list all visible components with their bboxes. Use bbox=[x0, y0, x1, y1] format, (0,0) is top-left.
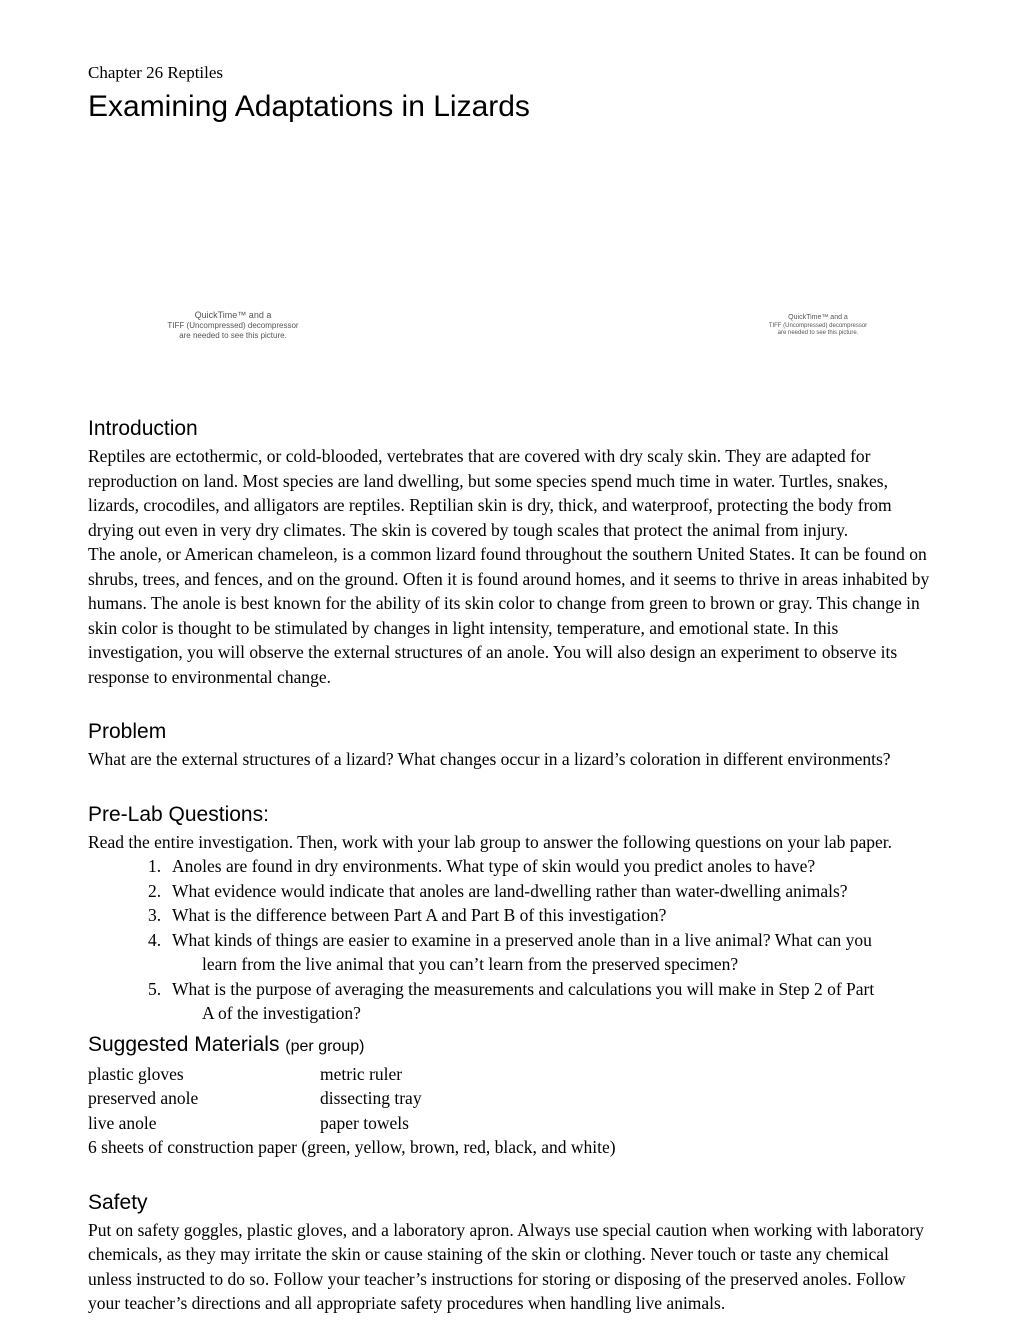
image-placeholder-right bbox=[718, 314, 918, 338]
section-safety bbox=[88, 1190, 933, 1316]
section-introduction bbox=[88, 416, 933, 689]
list-item-number: 3. bbox=[148, 905, 162, 925]
material-item-full: 6 sheets of construction paper (green, yellow, brown, red, black, and white) bbox=[88, 1137, 616, 1157]
material-item: paper towels bbox=[320, 1112, 409, 1133]
prelab-question-list bbox=[88, 854, 933, 1026]
page-title: Examining Adaptations in Lizards bbox=[88, 90, 530, 123]
material-item: preserved anole bbox=[88, 1088, 199, 1108]
placeholder-line-1: QuickTime™ and a bbox=[788, 314, 848, 321]
list-item bbox=[148, 903, 933, 928]
problem-heading: Problem bbox=[88, 720, 167, 743]
table-row bbox=[88, 1062, 933, 1087]
list-item bbox=[148, 977, 933, 1026]
section-problem bbox=[88, 719, 933, 772]
list-item-number: 1. bbox=[148, 856, 162, 876]
material-item: dissecting tray bbox=[320, 1088, 422, 1108]
prelab-heading: Pre-Lab Questions: bbox=[88, 802, 269, 826]
table-row bbox=[88, 1111, 933, 1136]
materials-list bbox=[88, 1062, 933, 1160]
introduction-paragraph-1: Reptiles are ectothermic, or cold-blooded, vertebrates that are covered with dry scaly skin. They are adapted for reproduction on land. Most species are land dwelling, but some species spend much time in water. Turtles, snakes, lizards, crocodiles, and alligators are reptiles. Reptilian skin is dry, thick, and waterproof, protecting the body from drying out even in very dry climates. The skin is covered by tough scales that protect the animal from injury. bbox=[88, 446, 892, 540]
list-item-continuation: A of the investigation? bbox=[202, 1003, 361, 1023]
placeholder-line-2: TIFF (Uncompressed) decompressor bbox=[167, 321, 299, 331]
introduction-paragraph-2: The anole, or American chameleon, is a common lizard found throughout the southern United States. It can be found on shrubs, trees, and fences, and on the ground. Often it is found around homes, and it seems to thrive in areas inhabited by humans. The anole is best known for the ability of its skin color to change from green to brown or gray. This change in skin color is thought to be stimulated by changes in light intensity, temperature, and emotional state. In this investigation, you will observe the external structures of an anole. You will also design an experiment to observe its response to environmental change. bbox=[88, 544, 930, 687]
problem-text: What are the external structures of a lizard? What changes occur in a lizard’s coloration in different environments? bbox=[88, 749, 891, 769]
placeholder-line-2: TIFF (Uncompressed) decompressor bbox=[768, 322, 868, 329]
material-item: plastic gloves bbox=[88, 1063, 184, 1084]
placeholder-line-3: are needed to see this picture. bbox=[179, 331, 287, 341]
list-item-text: What evidence would indicate that anoles are land-dwelling rather than water-dwelling animals? bbox=[172, 880, 848, 901]
list-item-text: What kinds of things are easier to examine in a preserved anole than in a live animal? What can you bbox=[172, 929, 872, 950]
safety-heading: Safety bbox=[88, 1190, 148, 1214]
introduction-heading: Introduction bbox=[88, 417, 198, 440]
material-item: live anole bbox=[88, 1112, 157, 1133]
list-item bbox=[148, 854, 933, 879]
prelab-intro: Read the entire investigation. Then, work with your lab group to answer the following questions on your lab paper. bbox=[88, 831, 893, 852]
chapter-label: Chapter 26 Reptiles bbox=[88, 63, 224, 82]
image-placeholder-left bbox=[118, 310, 348, 341]
list-item bbox=[148, 879, 933, 904]
list-item-number: 5. bbox=[148, 978, 162, 999]
materials-heading bbox=[88, 1032, 933, 1060]
material-item: metric ruler bbox=[320, 1063, 403, 1084]
list-item-text: What is the difference between Part A and Part B of this investigation? bbox=[172, 905, 667, 925]
list-item-text: Anoles are found in dry environments. What type of skin would you predict anoles to have? bbox=[172, 856, 816, 876]
materials-heading-text: Suggested Materials bbox=[88, 1032, 280, 1056]
document-content bbox=[88, 62, 933, 1316]
safety-text: Put on safety goggles, plastic gloves, and a laboratory apron. Always use special caution when working with laboratory chemicals, as they may irritate the skin or cause staining of the skin or clothing. Never touch or taste any chemical unless instructed to do so. Follow your teacher’s instructions for storing or disposing of the preserved anoles. Follow your teacher’s directions and all appropriate safety procedures when handling live animals. bbox=[88, 1219, 924, 1313]
section-materials bbox=[88, 1032, 933, 1160]
materials-heading-suffix: (per group) bbox=[285, 1037, 365, 1055]
list-item-text: What is the purpose of averaging the measurements and calculations you will make in Step 2 of Part bbox=[172, 978, 875, 999]
list-item-continuation: learn from the live animal that you can’t learn from the preserved specimen? bbox=[202, 954, 739, 974]
list-item bbox=[148, 928, 933, 977]
table-row bbox=[88, 1086, 933, 1111]
placeholder-line-1: QuickTime™ and a bbox=[194, 310, 272, 320]
image-placeholder-row bbox=[88, 182, 933, 341]
list-item-number: 4. bbox=[148, 929, 162, 950]
placeholder-line-3: are needed to see this picture. bbox=[777, 330, 859, 337]
list-item-number: 2. bbox=[148, 880, 162, 901]
section-prelab bbox=[88, 802, 933, 1026]
